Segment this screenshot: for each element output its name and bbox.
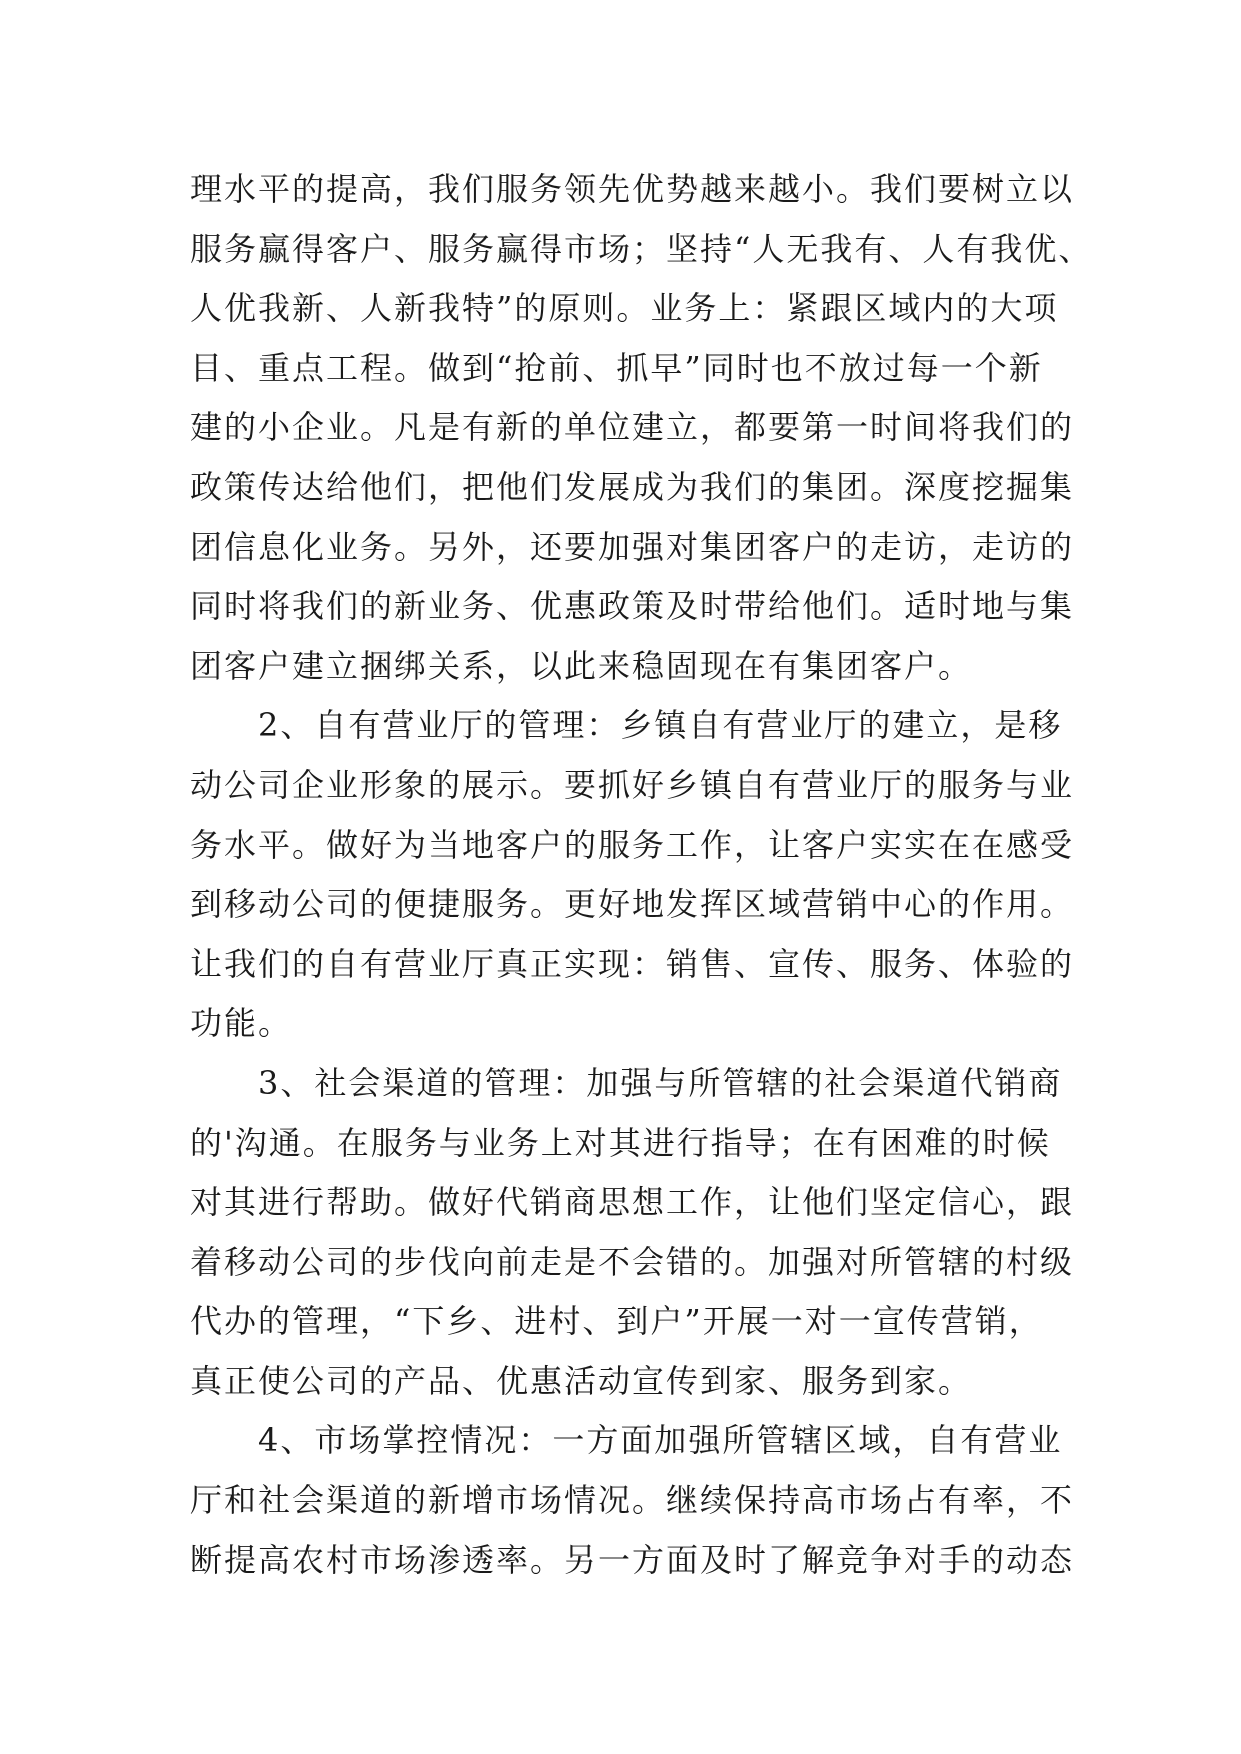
text-line: 团客户建立捆绑关系，以此来稳固现在有集团客户。 xyxy=(190,646,973,685)
body-text xyxy=(190,160,1093,1590)
text-line: 3、社会渠道的管理：加强与所管辖的社会渠道代销商 xyxy=(190,1063,1063,1102)
text-line: 断提高农村市场渗透率。另一方面及时了解竞争对手的动态 xyxy=(190,1540,1075,1579)
text-line: 厅和社会渠道的新增市场情况。继续保持高市场占有率，不 xyxy=(190,1481,1075,1520)
text-line: 2、自有营业厅的管理：乡镇自有营业厅的建立，是移 xyxy=(190,706,1063,745)
text-line: 代办的管理，“下乡、进村、到户”开展一对一宣传营销， xyxy=(190,1302,1043,1341)
text-line: 人优我新、人新我特”的原则。业务上：紧跟区域内的大项 xyxy=(190,289,1059,328)
text-line: 真正使公司的产品、优惠活动宣传到家、服务到家。 xyxy=(190,1361,973,1400)
text-line: 团信息化业务。另外，还要加强对集团客户的走访，走访的 xyxy=(190,527,1075,566)
text-line: 政策传达给他们，把他们发展成为我们的集团。深度挖掘集 xyxy=(190,467,1075,506)
text-line: 理水平的提高，我们服务领先优势越来越小。我们要树立以 xyxy=(190,170,1075,208)
text-line: 4、市场掌控情况：一方面加强所管辖区域，自有营业 xyxy=(190,1421,1063,1460)
text-line: 对其进行帮助。做好代销商思想工作，让他们坚定信心，跟 xyxy=(190,1183,1075,1222)
text-line: 动公司企业形象的展示。要抓好乡镇自有营业厅的服务与业 xyxy=(190,765,1075,804)
text-line: 务水平。做好为当地客户的服务工作，让客户实实在在感受 xyxy=(190,825,1075,864)
text-line: 让我们的自有营业厅真正实现：销售、宣传、服务、体验的 xyxy=(190,944,1075,983)
text-line: 的'沟通。在服务与业务上对其进行指导；在有困难的时候 xyxy=(190,1123,1051,1162)
text-line: 建的小企业。凡是有新的单位建立，都要第一时间将我们的 xyxy=(190,408,1075,447)
text-line: 服务赢得客户、服务赢得市场；坚持“人无我有、人有我优、 xyxy=(190,229,1093,268)
text-line: 到移动公司的便捷服务。更好地发挥区域营销中心的作用。 xyxy=(190,885,1075,924)
text-line: 功能。 xyxy=(190,1004,293,1043)
text-line: 目、重点工程。做到“抢前、抓早”同时也不放过每一个新 xyxy=(190,348,1043,387)
text-line: 着移动公司的步伐向前走是不会错的。加强对所管辖的村级 xyxy=(190,1242,1075,1281)
text-line: 同时将我们的新业务、优惠政策及时带给他们。适时地与集 xyxy=(190,587,1075,626)
